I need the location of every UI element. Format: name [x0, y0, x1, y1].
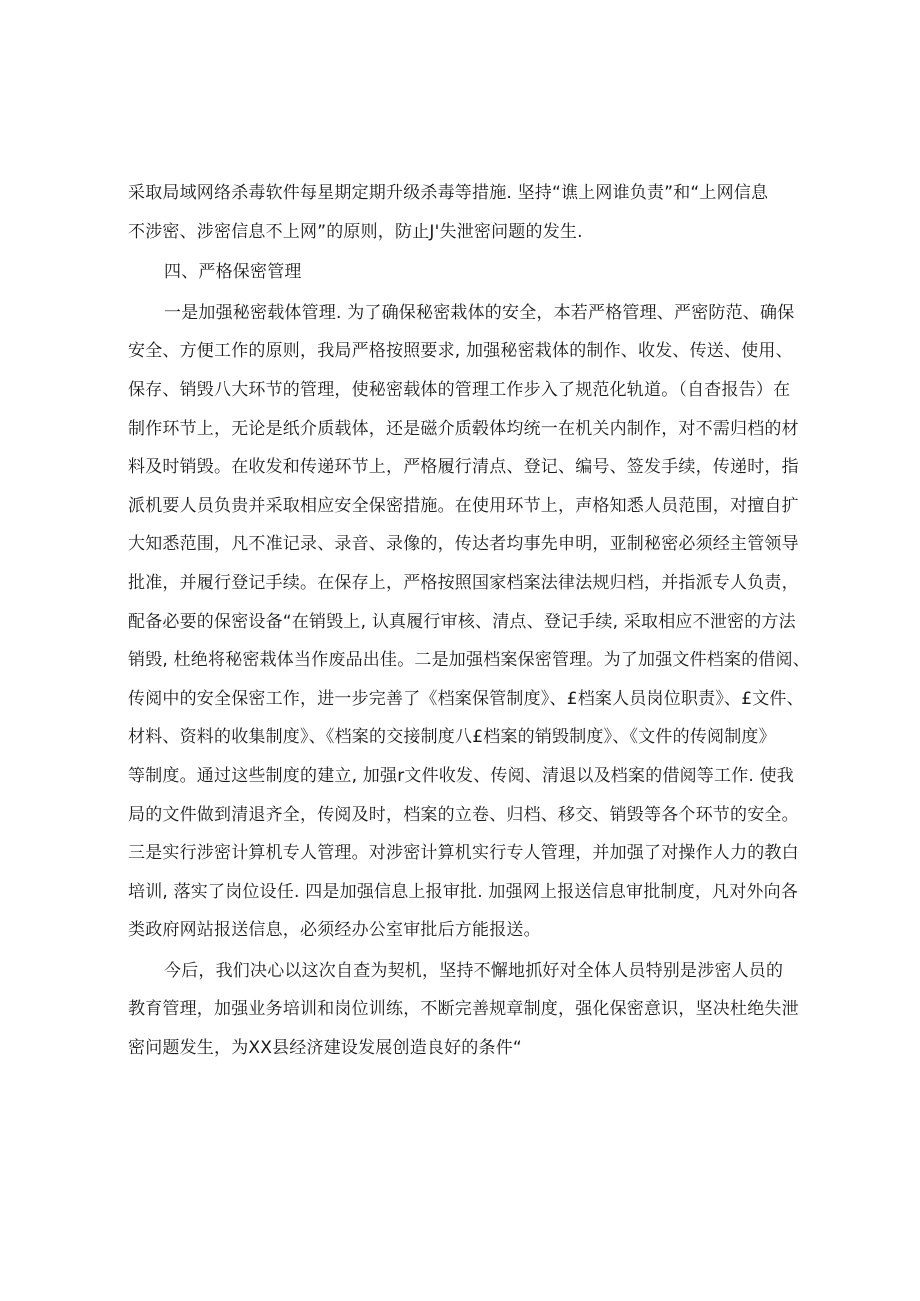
- text-line: 一是加强秘密载体管理. 为了确保秘密栽体的安全，本若严格管理、严密防范、确保: [164, 302, 795, 323]
- text-line: 传阅中的安全保密工作，进一步完善了《档案保管制度》、£档案人员岗位职责》、£文件、: [128, 688, 804, 709]
- section-heading: 四、严格保密管理: [164, 262, 302, 283]
- text-line: 制作环节上，无论是纸介质载体，还是磁介质毂体均统一在机关内制作，对不需归档的材: [128, 418, 799, 439]
- text-line: 不涉密、涉密信息不上网”的原则，防止J'失泄密问题的发生.: [128, 221, 583, 242]
- text-line: 今后，我们决心以这次自查为契机，坚持不懈地抓好对全体人员特别是涉密人员的: [164, 960, 784, 981]
- text-line: 三是实行涉密计算机专人管理。对涉密计算机实行专人管理，并加强了对操作人力的教白: [128, 843, 799, 864]
- text-line: 培训, 落实了岗位设任. 四是加强信息上报审批. 加强网上报送信息审批制度，凡对外向各: [128, 881, 799, 902]
- text-line: 密问题发生，为XX县经济建设发展创造良好的条件“: [128, 1038, 522, 1059]
- text-line: 批准，并履行登记手续。在保存上，严格按照国家档案法律法规归档，并指派专人负责，: [128, 572, 799, 593]
- section-heading-block: [128, 253, 792, 292]
- text-line: 保存、销毁八大环节的管理，使秘密载体的管理工作步入了规范化轨道。（自杳报告）在: [128, 379, 791, 400]
- text-line: 采取局域网络杀毒软件每星期定期升级杀毒等措施. 坚持“谯上网谁负责”和“上网信息: [128, 183, 769, 203]
- text-line: 类政府网站报送信息，必须经办公室审批后方能报送。: [128, 920, 541, 941]
- paragraph-intro: [128, 174, 792, 251]
- text-line: 安全、方便工作的原则，我局严格按照要求, 加强秘密栽体的制作、收发、传送、使用、: [128, 341, 793, 362]
- text-line: 材料、资料的收集制度》、《档案的交接制度八£档案的销毁制度》、《文件的传阅制度》: [128, 727, 776, 748]
- text-line: 销毁, 杜绝将秘密栽体当作废品出佳。二是加强档案保密管理。为了加强文件档案的借阅、: [128, 650, 811, 671]
- text-line: 派机要人员负贵并采取相应安全保密措施。在使用环节上，声格知悉人员范围，对擅自扩: [128, 495, 799, 516]
- text-line: 教育管理，加强业务培训和岗位训练，不断完善规章制度，强化保密意识，坚决杜绝失泄: [128, 999, 799, 1020]
- document-body: [128, 174, 811, 1068]
- text-line: 等制度。通过这些制度的建立, 加强r文件收发、传阅、清退以及档案的借阅等工作. 使我: [128, 765, 795, 786]
- text-line: 配备必要的保密设备“在销毁上, 认真履行审核、清点、登记手续, 采取相应不泄密的方法: [128, 611, 796, 632]
- text-line: 料及时销毁。在收发和传递环节上，严格履行清点、登记、编号、签发手续，传递时，指: [128, 457, 799, 478]
- text-line: 大知悉范围，凡不准记录、录音、录像的，传达者均事先申明，亚制秘密必须经主管领导: [128, 534, 799, 555]
- paragraph-closing: [128, 952, 799, 1068]
- paragraph-main: [128, 294, 811, 950]
- text-line: 局的文件做到清退齐全，传阅及时，档案的立卷、归档、移交、销毁等各个环节的安全。: [128, 804, 799, 825]
